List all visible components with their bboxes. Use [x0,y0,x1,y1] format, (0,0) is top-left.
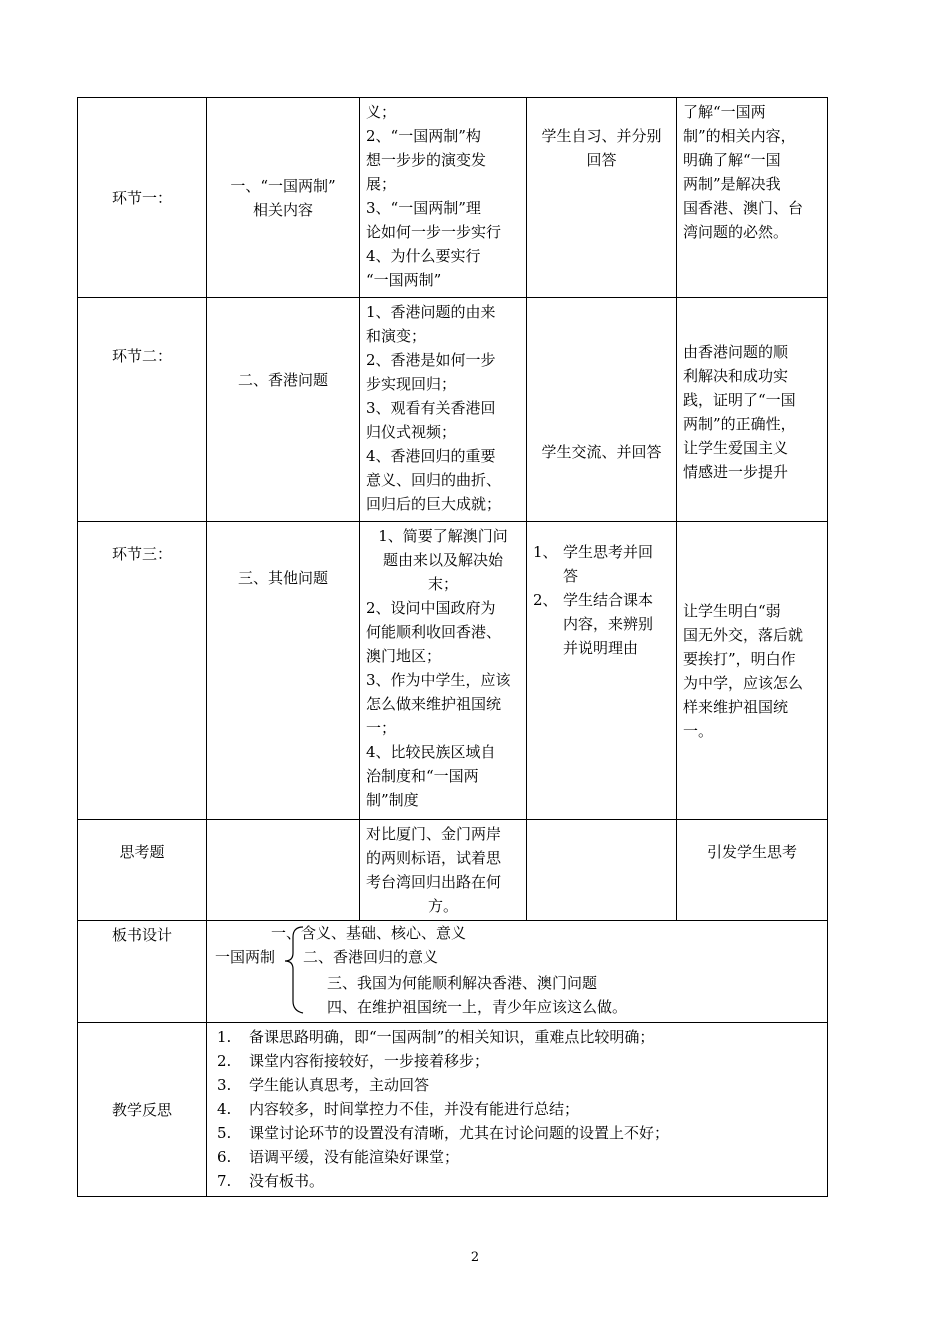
stage-content: 1、香港问题的由来 和演变； 2、香港是如何一步 步实现回归； 3、观看有关香港回 归仪式视频； 4、香港回归的重要 意义、回归的曲折、 回归后的巨大成就； [360,298,527,522]
reflection-label: 教学反思 [78,1023,207,1197]
stage-activity: 学生交流、并回答 [527,298,677,522]
table-row-stage-2 [78,298,828,522]
stage-topic: 三、其他问题 [207,522,360,820]
stage-activity: 学生自习、并分别 回答 [527,98,677,298]
board-label: 板书设计 [78,921,207,1023]
list-item: 5. 课堂讨论环节的设置没有清晰，尤其在讨论问题的设置上不好； [217,1124,670,1142]
question-content: 对比厦门、金门两岸 的两则标语，试着思 考台湾回归出路在何 方。 [360,820,527,921]
board-item: 三、我国为何能顺利解决香港、澳门问题 [327,974,598,992]
board-design [207,921,828,1023]
question-label: 思考题 [78,820,207,921]
stage-content: 1、简要了解澳门问 题由来以及解决始 末； 2、设问中国政府为 何能顺利收回香港、 澳门地区； 3、作为中学生，应该 怎么做来维护祖国统 一； 4、比较民族区域自 治制度和“一国两 制”制度 [360,522,527,820]
reflection-list [217,1025,821,1193]
table-row-question [78,820,828,921]
stage-goal: 让学生明白“弱 国无外交，落后就 要挨打”，明白作 为中学，应该怎么 样来维护祖国统 一。 [677,522,828,820]
list-item: 2. 课堂内容衔接较好，一步接着移步； [217,1052,490,1070]
table-row-reflection [78,1023,828,1197]
stage-label: 环节二： [78,298,207,522]
board-item: 四、在维护祖国统一上，青少年应该这么做。 [327,998,628,1016]
stage-topic: 二、香港问题 [207,298,360,522]
list-item: 6. 语调平缓，没有能渲染好课堂； [217,1148,460,1166]
lesson-plan-table [77,97,828,1197]
stage-label: 环节一： [78,98,207,298]
list-item: 2、 学生结合课本 内容，来辨别 并说明理由 [533,591,654,657]
list-item: 1、 学生思考并回 答 [533,543,654,585]
stage-topic: 一、“一国两制” 相关内容 [207,98,360,298]
page-number: 2 [470,1250,480,1265]
stage-goal: 了解“一国两 制”的相关内容， 明确了解“一国 两制”是解决我 国香港、澳门、台 湾问题的必然。 [677,98,828,298]
reflection-content [207,1023,828,1197]
table-row-stage-1 [78,98,828,298]
activity-list [533,540,670,660]
list-item: 3. 学生能认真思考，主动回答 [217,1076,430,1094]
stage-activity [527,522,677,820]
stage-content: 义； 2、“一国两制”构 想一步步的演变发 展； 3、“一国两制”理 论如何一步一步实行 4、为什么要实行 “一国两制” [360,98,527,298]
table-row-stage-3 [78,522,828,820]
question-goal: 引发学生思考 [677,820,828,921]
board-item: 一、含义、基础、核心、意义 [271,924,467,942]
stage-label: 环节三： [78,522,207,820]
board-root: 一国两制 [215,948,276,966]
list-item: 4. 内容较多，时间掌控力不佳，并没有能进行总结； [217,1100,580,1118]
list-item: 1. 备课思路明确，即“一国两制”的相关知识，重难点比较明确； [217,1028,655,1046]
board-item: 二、香港回归的意义 [303,948,439,966]
stage-goal: 由香港问题的顺 利解决和成功实 践，证明了“一国 两制”的正确性， 让学生爱国主义 情感进一步提升 [677,298,828,522]
list-item: 7. 没有板书。 [217,1172,325,1190]
table-row-board-design [78,921,828,1023]
